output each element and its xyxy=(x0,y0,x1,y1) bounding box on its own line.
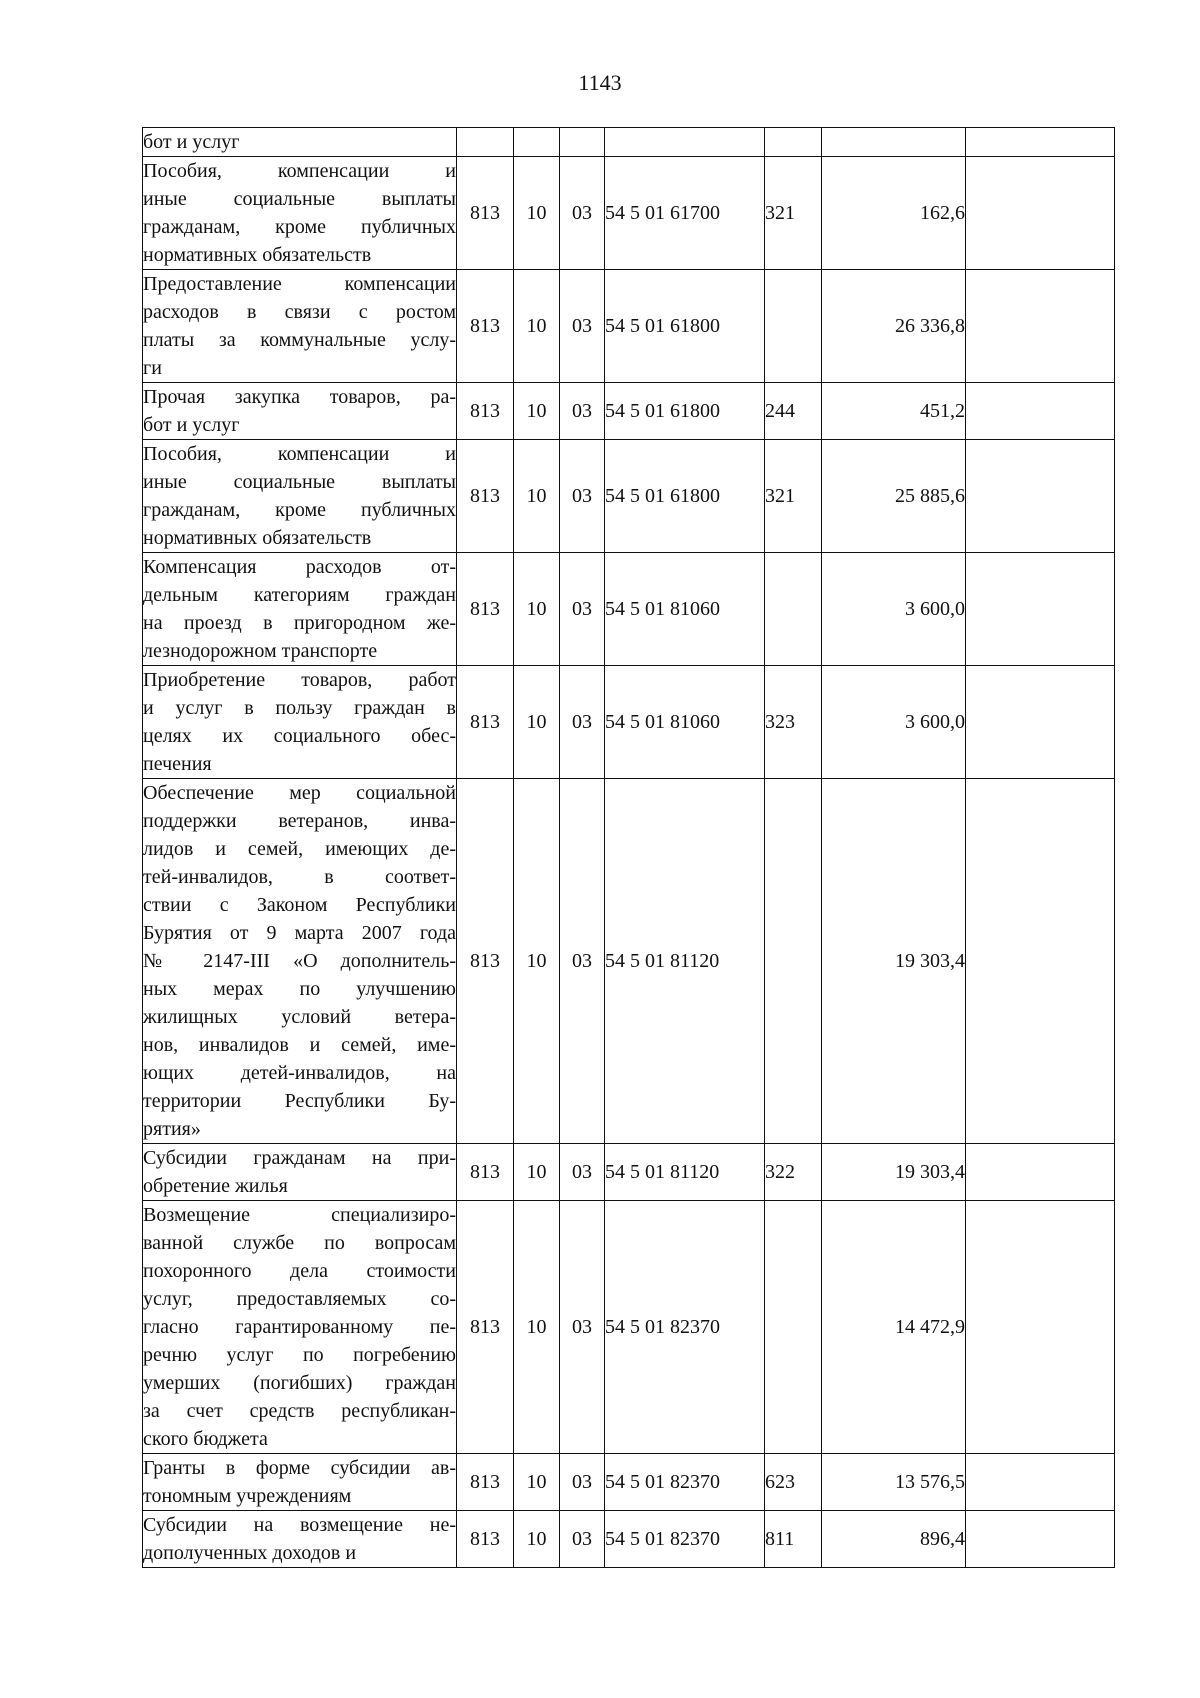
row-name-line: за счет средств республикан- xyxy=(143,1400,456,1422)
row-ved: 813 xyxy=(457,440,514,553)
row-name-line: ванной службе по вопросам xyxy=(143,1232,456,1254)
row-extra xyxy=(966,1454,1115,1511)
row-csr: 54 5 01 61800 xyxy=(605,270,765,383)
row-sum: 25 885,6 xyxy=(822,440,966,553)
row-name-line: похоронного дела стоимости xyxy=(143,1260,456,1282)
row-name xyxy=(143,1454,457,1511)
row-sum: 14 472,9 xyxy=(822,1201,966,1454)
row-pr: 03 xyxy=(560,553,605,666)
table-row xyxy=(143,440,1115,553)
row-name-line: гражданам, кроме публичных xyxy=(143,499,456,521)
table-row xyxy=(143,1511,1115,1568)
row-vr: 244 xyxy=(765,383,822,440)
row-name-line: на проезд в пригородном же- xyxy=(143,612,456,634)
row-pr: 03 xyxy=(560,1454,605,1511)
row-rz: 10 xyxy=(514,553,560,666)
row-pr: 03 xyxy=(560,779,605,1144)
row-rz: 10 xyxy=(514,1201,560,1454)
row-extra xyxy=(966,553,1115,666)
row-name-line: ского бюджета xyxy=(143,1428,268,1450)
row-name-line: нормативных обязательств xyxy=(143,527,372,549)
row-csr: 54 5 01 81060 xyxy=(605,553,765,666)
row-sum: 162,6 xyxy=(822,157,966,270)
row-ved: 813 xyxy=(457,157,514,270)
row-sum: 19 303,4 xyxy=(822,1144,966,1201)
row-name-line: лезнодорожном транспорте xyxy=(143,640,378,662)
row-extra xyxy=(966,270,1115,383)
row-rz: 10 xyxy=(514,157,560,270)
row-name-line: № 2147-III «О дополнитель- xyxy=(143,950,456,972)
row-vr: 321 xyxy=(765,157,822,270)
row-name-line: расходов в связи с ростом xyxy=(143,301,456,323)
row-name-line: дельным категориям граждан xyxy=(143,584,456,606)
row-rz: 10 xyxy=(514,383,560,440)
row-name-line: нов, инвалидов и семей, име- xyxy=(143,1034,456,1056)
row-ved: 813 xyxy=(457,383,514,440)
row-extra xyxy=(966,440,1115,553)
row-name-line: ствии с Законом Республики xyxy=(143,894,456,916)
row-name-line: целях их социального обес- xyxy=(143,725,456,747)
row-rz: 10 xyxy=(514,1144,560,1201)
row-sum: 13 576,5 xyxy=(822,1454,966,1511)
row-csr: 54 5 01 61800 xyxy=(605,440,765,553)
row-name-line: иные социальные выплаты xyxy=(143,188,456,210)
table-row xyxy=(143,1144,1115,1201)
row-sum: 19 303,4 xyxy=(822,779,966,1144)
row-extra xyxy=(966,1511,1115,1568)
row-name-line: ных мерах по улучшению xyxy=(143,978,456,1000)
row-csr: 54 5 01 81120 xyxy=(605,1144,765,1201)
row-rz: 10 xyxy=(514,779,560,1144)
row-csr xyxy=(605,128,765,157)
row-csr: 54 5 01 61700 xyxy=(605,157,765,270)
row-rz: 10 xyxy=(514,440,560,553)
row-rz: 10 xyxy=(514,1511,560,1568)
row-name xyxy=(143,383,457,440)
table-row xyxy=(143,270,1115,383)
row-vr xyxy=(765,128,822,157)
row-csr: 54 5 01 82370 xyxy=(605,1201,765,1454)
row-name-line: бот и услуг xyxy=(143,414,240,436)
row-name-line: жилищных условий ветера- xyxy=(143,1006,456,1028)
row-name-line: тей-инвалидов, в соответ- xyxy=(143,866,456,888)
row-name-line: Пособия, компенсации и xyxy=(143,160,456,182)
row-name-line: обретение жилья xyxy=(143,1175,288,1197)
row-name-line: Субсидии гражданам на при- xyxy=(143,1147,456,1169)
row-vr xyxy=(765,1201,822,1454)
row-name-line: Обеспечение мер социальной xyxy=(143,782,456,804)
row-vr xyxy=(765,553,822,666)
row-csr: 54 5 01 82370 xyxy=(605,1454,765,1511)
row-name-line: дополученных доходов и xyxy=(143,1542,357,1564)
table-row xyxy=(143,553,1115,666)
row-extra xyxy=(966,383,1115,440)
row-name-line: лидов и семей, имеющих де- xyxy=(143,838,456,860)
row-sum: 896,4 xyxy=(822,1511,966,1568)
row-name-line: и услуг в пользу граждан в xyxy=(143,697,456,719)
row-name-line: платы за коммунальные услу- xyxy=(143,329,456,351)
row-name-line: иные социальные выплаты xyxy=(143,471,456,493)
row-vr: 811 xyxy=(765,1511,822,1568)
row-name-line: гражданам, кроме публичных xyxy=(143,216,456,238)
row-ved: 813 xyxy=(457,1454,514,1511)
row-vr: 623 xyxy=(765,1454,822,1511)
row-ved: 813 xyxy=(457,1144,514,1201)
row-name-line: Бурятия от 9 марта 2007 года xyxy=(143,922,456,944)
row-ved xyxy=(457,128,514,157)
row-extra xyxy=(966,666,1115,779)
row-ved: 813 xyxy=(457,1511,514,1568)
row-vr: 323 xyxy=(765,666,822,779)
row-name-line: Субсидии на возмещение не- xyxy=(143,1514,456,1536)
row-name-line: печения xyxy=(143,753,212,775)
row-vr: 321 xyxy=(765,440,822,553)
row-name-line: Возмещение специализиро- xyxy=(143,1204,456,1226)
row-ved: 813 xyxy=(457,779,514,1144)
row-name xyxy=(143,553,457,666)
row-csr: 54 5 01 81120 xyxy=(605,779,765,1144)
row-pr: 03 xyxy=(560,157,605,270)
row-name xyxy=(143,128,457,157)
row-name-line: бот и услуг xyxy=(143,131,240,153)
table-row xyxy=(143,128,1115,157)
row-extra xyxy=(966,1144,1115,1201)
row-name-line: умерших (погибших) граждан xyxy=(143,1372,456,1394)
row-name-line: Пособия, компенсации и xyxy=(143,443,456,465)
row-sum: 3 600,0 xyxy=(822,553,966,666)
row-name-line: гласно гарантированному пе- xyxy=(143,1316,456,1338)
row-vr xyxy=(765,779,822,1144)
row-pr: 03 xyxy=(560,1511,605,1568)
row-pr: 03 xyxy=(560,666,605,779)
row-name-line: речню услуг по погребению xyxy=(143,1344,456,1366)
row-name-line: Компенсация расходов от- xyxy=(143,556,456,578)
row-pr: 03 xyxy=(560,440,605,553)
row-sum: 26 336,8 xyxy=(822,270,966,383)
row-name-line: Предоставление компенсации xyxy=(143,273,456,295)
row-ved: 813 xyxy=(457,666,514,779)
row-sum: 3 600,0 xyxy=(822,666,966,779)
row-name-line: тономным учреждениям xyxy=(143,1485,352,1507)
row-extra xyxy=(966,157,1115,270)
budget-table xyxy=(142,127,1115,1568)
row-rz: 10 xyxy=(514,270,560,383)
table-row xyxy=(143,666,1115,779)
row-ved: 813 xyxy=(457,1201,514,1454)
row-name xyxy=(143,440,457,553)
row-name xyxy=(143,666,457,779)
row-name xyxy=(143,270,457,383)
row-name-line: Приобретение товаров, работ xyxy=(143,669,456,691)
table-row xyxy=(143,383,1115,440)
row-name xyxy=(143,1511,457,1568)
row-name xyxy=(143,1144,457,1201)
table-row xyxy=(143,779,1115,1144)
row-name-line: Прочая закупка товаров, ра- xyxy=(143,386,456,408)
row-name-line: ющих детей-инвалидов, на xyxy=(143,1062,456,1084)
row-name xyxy=(143,779,457,1144)
table-row xyxy=(143,157,1115,270)
row-sum xyxy=(822,128,966,157)
row-pr: 03 xyxy=(560,1201,605,1454)
row-vr xyxy=(765,270,822,383)
row-ved: 813 xyxy=(457,270,514,383)
row-pr xyxy=(560,128,605,157)
table-body xyxy=(143,128,1115,1568)
row-csr: 54 5 01 61800 xyxy=(605,383,765,440)
row-name-line: рятия» xyxy=(143,1118,201,1140)
row-name-line: поддержки ветеранов, инва- xyxy=(143,810,456,832)
row-sum: 451,2 xyxy=(822,383,966,440)
row-name xyxy=(143,157,457,270)
row-rz: 10 xyxy=(514,666,560,779)
row-name xyxy=(143,1201,457,1454)
row-rz: 10 xyxy=(514,1454,560,1511)
row-extra xyxy=(966,128,1115,157)
row-extra xyxy=(966,1201,1115,1454)
row-rz xyxy=(514,128,560,157)
page-number: 1143 xyxy=(578,70,622,95)
row-name-line: услуг, предоставляемых со- xyxy=(143,1288,456,1310)
table-row xyxy=(143,1201,1115,1454)
row-csr: 54 5 01 81060 xyxy=(605,666,765,779)
row-ved: 813 xyxy=(457,553,514,666)
row-pr: 03 xyxy=(560,383,605,440)
row-extra xyxy=(966,779,1115,1144)
row-vr: 322 xyxy=(765,1144,822,1201)
row-name-line: территории Республики Бу- xyxy=(143,1090,456,1112)
row-pr: 03 xyxy=(560,1144,605,1201)
row-csr: 54 5 01 82370 xyxy=(605,1511,765,1568)
row-name-line: ги xyxy=(143,357,162,379)
row-pr: 03 xyxy=(560,270,605,383)
row-name-line: Гранты в форме субсидии ав- xyxy=(143,1457,456,1479)
row-name-line: нормативных обязательств xyxy=(143,244,372,266)
table-row xyxy=(143,1454,1115,1511)
